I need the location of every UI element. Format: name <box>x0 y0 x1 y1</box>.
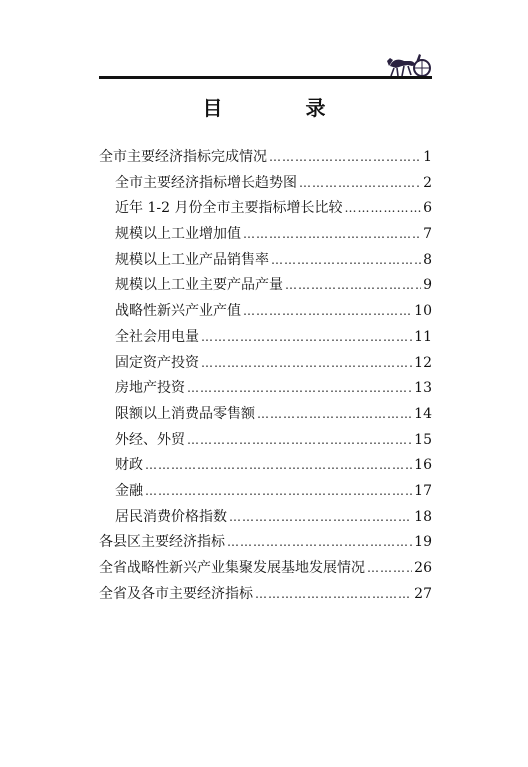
toc-entry-page-number: 1 <box>423 149 432 165</box>
toc-entry-label: 全市主要经济指标完成情况 <box>99 149 267 165</box>
toc-dot-leader <box>344 196 421 222</box>
toc-entry[interactable] <box>99 453 432 479</box>
toc-entry[interactable] <box>99 402 432 428</box>
toc-entry[interactable] <box>99 428 432 454</box>
toc-entry-label: 居民消费价格指数 <box>115 508 227 525</box>
toc-entry-label: 固定资产投资 <box>115 354 199 371</box>
toc-entry-label: 近年 1-2 月份全市主要指标增长比较 <box>115 200 343 217</box>
toc-entry[interactable] <box>99 325 432 351</box>
toc-entry-label: 外经、外贸 <box>115 431 185 448</box>
toc-dot-leader <box>255 582 412 608</box>
toc-entry-page-number: 7 <box>423 226 432 243</box>
toc-dot-leader <box>269 145 421 171</box>
toc-entry-page-number: 16 <box>414 457 432 474</box>
toc-entry-label: 全社会用电量 <box>115 328 199 345</box>
toc-entry-page-number: 2 <box>423 174 432 191</box>
toc-entry[interactable] <box>99 171 432 197</box>
toc-dot-leader <box>367 556 412 582</box>
toc-entry-label: 规模以上工业产品销售率 <box>115 251 269 268</box>
toc-entry-label: 限额以上消费品零售额 <box>115 405 255 422</box>
toc-entry[interactable] <box>99 145 432 171</box>
toc-dot-leader <box>257 402 412 428</box>
table-of-contents <box>99 145 432 607</box>
toc-entry[interactable] <box>99 196 432 222</box>
toc-dot-leader <box>145 479 412 505</box>
toc-dot-leader <box>187 428 412 454</box>
horse-chariot-logo-icon <box>386 52 432 78</box>
header-rule <box>99 76 432 79</box>
toc-dot-leader <box>285 273 421 299</box>
page-title: 目 录 <box>202 96 364 120</box>
toc-dot-leader <box>201 325 412 351</box>
toc-entry-page-number: 6 <box>423 200 432 217</box>
toc-entry[interactable] <box>99 582 432 608</box>
toc-entry-label: 规模以上工业增加值 <box>115 226 241 243</box>
toc-entry-page-number: 19 <box>414 534 432 551</box>
toc-entry-label: 金融 <box>115 482 143 499</box>
toc-entry-page-number: 18 <box>414 508 432 525</box>
toc-dot-leader <box>187 376 412 402</box>
toc-entry-page-number: 14 <box>414 405 432 422</box>
toc-dot-leader <box>145 453 412 479</box>
toc-entry-page-number: 27 <box>414 585 432 602</box>
toc-entry[interactable] <box>99 376 432 402</box>
toc-entry-page-number: 15 <box>414 431 432 448</box>
toc-dot-leader <box>229 505 412 531</box>
toc-entry-page-number: 13 <box>414 380 432 397</box>
toc-entry-label: 规模以上工业主要产品产量 <box>115 277 283 294</box>
toc-dot-leader <box>201 351 412 377</box>
toc-entry-page-number: 9 <box>423 277 432 294</box>
toc-dot-leader <box>243 222 421 248</box>
toc-entry-page-number: 11 <box>414 328 432 345</box>
toc-dot-leader <box>227 530 412 556</box>
toc-entry[interactable] <box>99 273 432 299</box>
toc-entry-label: 全市主要经济指标增长趋势图 <box>115 174 297 191</box>
toc-entry[interactable] <box>99 556 432 582</box>
toc-entry-label: 各县区主要经济指标 <box>99 534 225 551</box>
toc-entry[interactable] <box>99 351 432 377</box>
toc-entry[interactable] <box>99 530 432 556</box>
toc-entry-label: 全省及各市主要经济指标 <box>99 585 253 602</box>
toc-entry-page-number: 26 <box>414 560 432 576</box>
toc-entry-label: 房地产投资 <box>115 380 185 397</box>
toc-dot-leader <box>243 299 412 325</box>
toc-entry-page-number: 12 <box>414 354 432 371</box>
toc-entry[interactable] <box>99 222 432 248</box>
toc-entry-page-number: 8 <box>423 251 432 268</box>
toc-dot-leader <box>271 248 421 274</box>
toc-entry[interactable] <box>99 299 432 325</box>
toc-entry[interactable] <box>99 505 432 531</box>
toc-entry[interactable] <box>99 248 432 274</box>
toc-entry-label: 财政 <box>115 457 143 474</box>
toc-entry-page-number: 17 <box>414 482 432 499</box>
toc-entry-label: 全省战略性新兴产业集聚发展基地发展情况 <box>99 560 365 576</box>
toc-entry-label: 战略性新兴产业产值 <box>115 303 241 320</box>
toc-entry[interactable] <box>99 479 432 505</box>
toc-dot-leader <box>299 171 421 197</box>
toc-entry-page-number: 10 <box>414 303 432 320</box>
